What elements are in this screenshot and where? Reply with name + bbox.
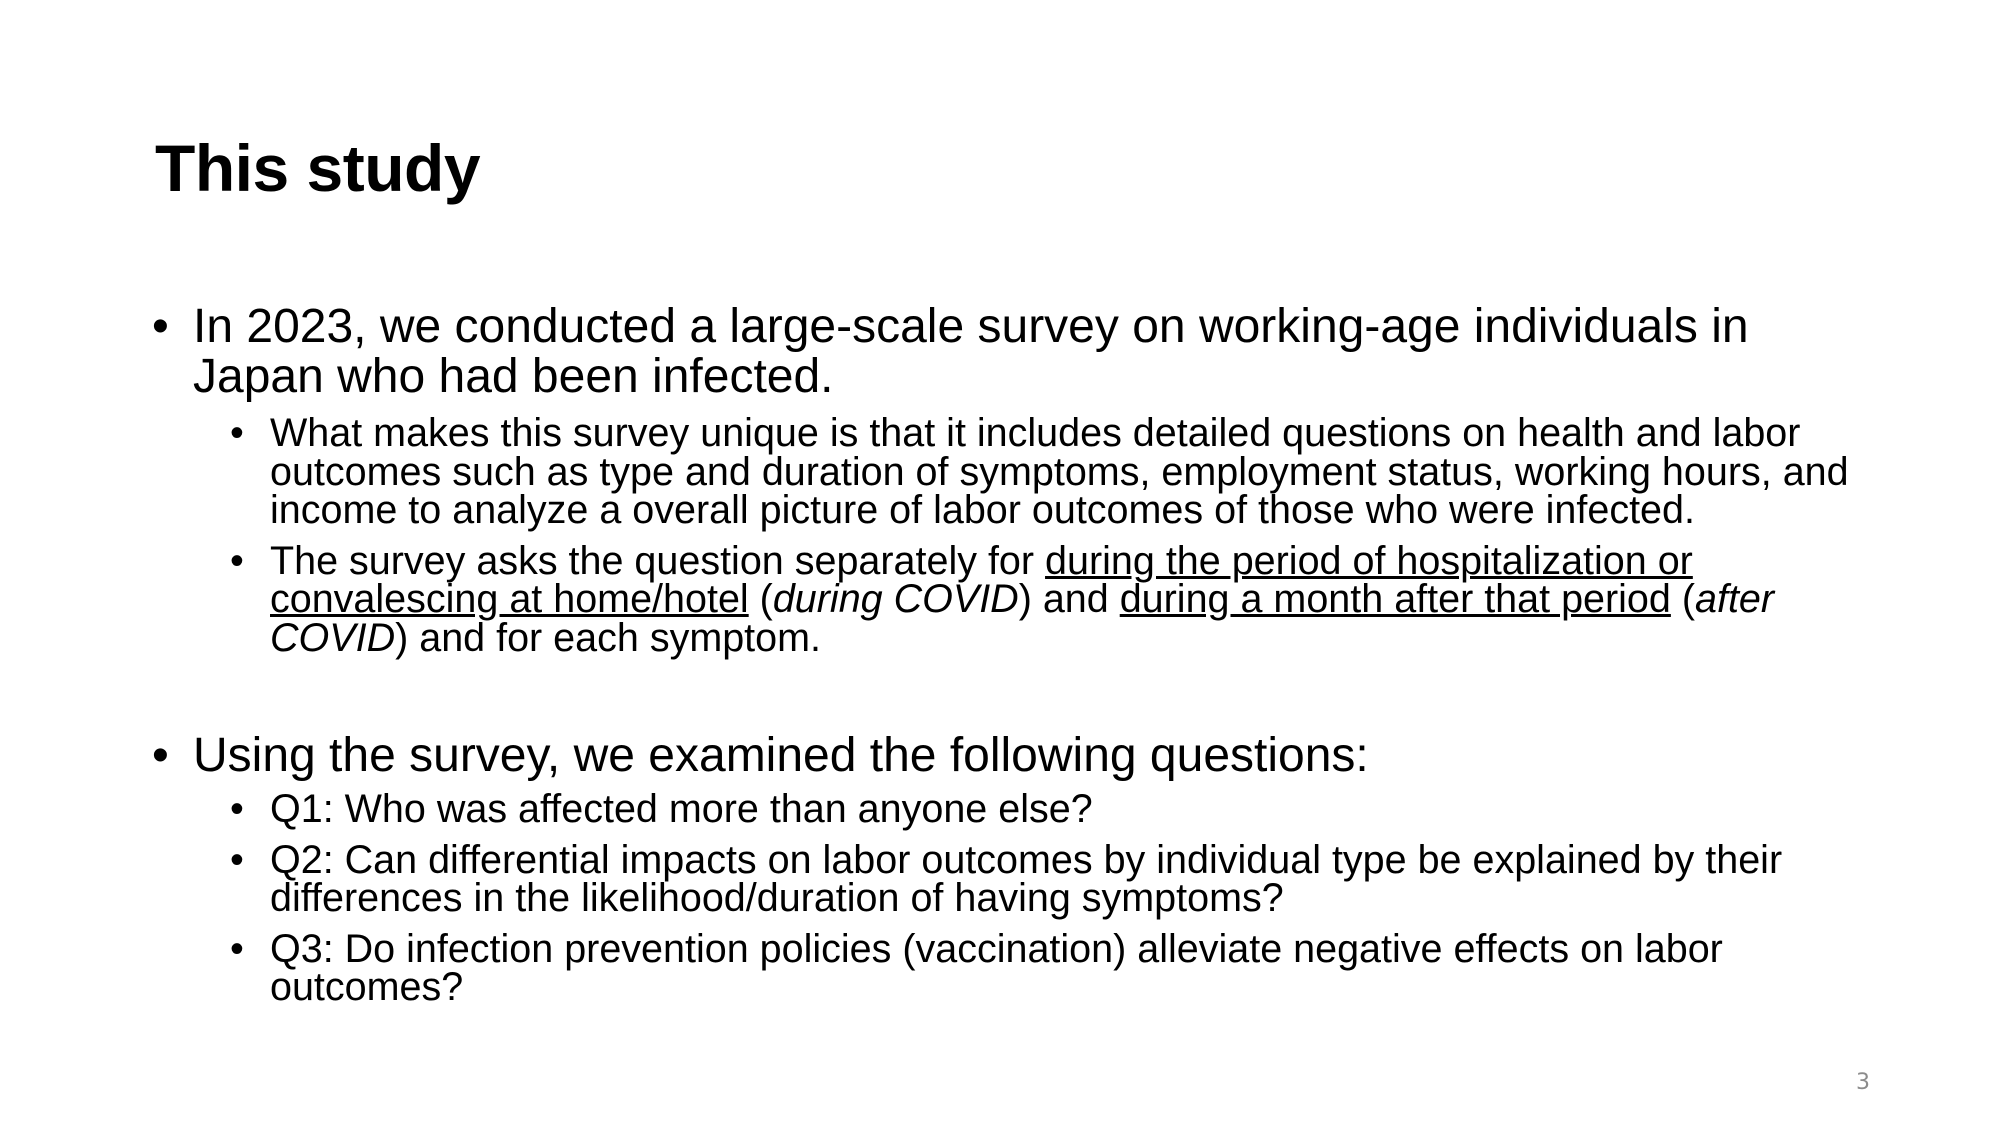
text-segment: ( bbox=[1670, 577, 1696, 621]
bullet-section-survey bbox=[0, 300, 2000, 660]
underlined-phrase-during-period: during the period of hospitalization or convalescing at home/hotel bbox=[270, 538, 1693, 621]
text-segment: The survey asks the question separately for bbox=[270, 538, 1046, 583]
italic-after-covid: after COVID bbox=[270, 577, 1775, 660]
sub-bullet-q2: • Q2: Can differential impacts on labor outcomes by individual type be explained by their differences in the likelihood/duration of having symptoms? bbox=[0, 841, 2000, 918]
slide-title: This study bbox=[155, 131, 481, 205]
text-segment: ) and bbox=[1018, 577, 1120, 621]
sub-bullet-survey-unique: • What makes this survey unique is that it includes detailed questions on health and labor outcomes such as type and duration of symptoms, employment status, working hours, and income to analyze a overall picture of labor outcomes of those who were infected. bbox=[0, 414, 2000, 530]
text-segment: ) and for each symptom. bbox=[395, 615, 822, 660]
text-segment: ( bbox=[748, 577, 773, 621]
page-number: 3 bbox=[1856, 1070, 1870, 1095]
underlined-phrase-month-after: during a month after that period bbox=[1119, 577, 1671, 621]
italic-during-covid: during COVID bbox=[772, 577, 1019, 621]
bullet-section-questions bbox=[0, 731, 2000, 1007]
sub-bullet-survey-periods bbox=[0, 538, 2000, 660]
bullet-survey-conducted: • In 2023, we conducted a large-scale survey on working-age individuals in Japan who had been infected. bbox=[0, 302, 2000, 402]
sub-bullet-q1: • Q1: Who was affected more than anyone else? bbox=[0, 790, 2000, 829]
sub-bullet-q3: • Q3: Do infection prevention policies (vaccination) alleviate negative effects on labor outcomes? bbox=[0, 930, 2000, 1007]
bullet-questions-intro: • Using the survey, we examined the following questions: bbox=[0, 731, 2000, 781]
